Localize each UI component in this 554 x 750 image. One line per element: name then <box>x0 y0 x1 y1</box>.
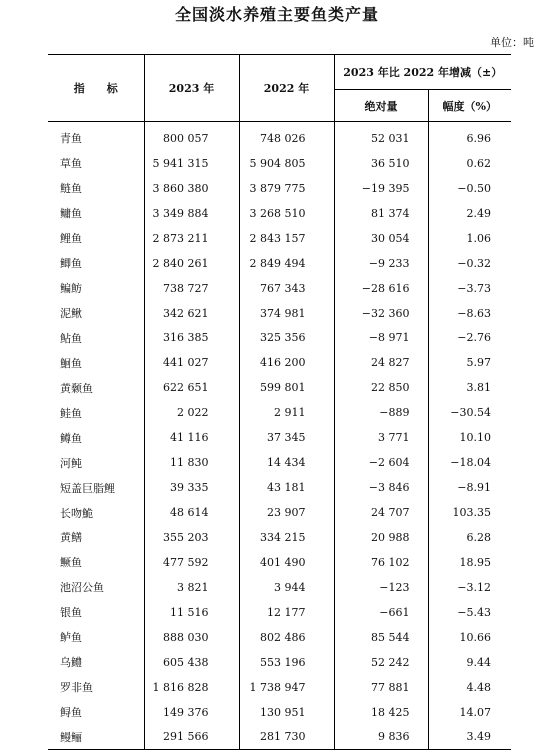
row-value-2023: 888 030 <box>144 625 239 650</box>
row-value-2022: 401 490 <box>239 550 334 575</box>
row-absolute-change: 30 054 <box>334 226 428 251</box>
row-percent-change: 10.10 <box>428 425 511 450</box>
row-absolute-change: 36 510 <box>334 151 428 176</box>
header-percent: 幅度（%） <box>428 90 511 122</box>
row-name: 鲑鱼 <box>60 406 82 420</box>
row-absolute-change: 22 850 <box>334 375 428 400</box>
row-value-2023: 477 592 <box>144 550 239 575</box>
table-row <box>48 226 511 251</box>
table-row <box>48 425 511 450</box>
row-percent-change: −3.12 <box>428 575 511 600</box>
row-value-2023: 441 027 <box>144 350 239 375</box>
row-value-2023: 800 057 <box>144 122 239 151</box>
row-absolute-change: 18 425 <box>334 700 428 725</box>
row-name: 池沼公鱼 <box>60 581 104 595</box>
row-value-2022: 599 801 <box>239 375 334 400</box>
fish-production-table <box>48 54 511 750</box>
row-value-2022: 767 343 <box>239 276 334 301</box>
row-absolute-change: 20 988 <box>334 525 428 550</box>
row-percent-change: −5.43 <box>428 600 511 625</box>
row-name: 鳜鱼 <box>60 556 82 570</box>
row-value-2022: 43 181 <box>239 475 334 500</box>
table-row <box>48 500 511 525</box>
row-name: 鳟鱼 <box>60 431 82 445</box>
row-absolute-change: −32 360 <box>334 301 428 326</box>
table-row <box>48 151 511 176</box>
row-percent-change: −8.91 <box>428 475 511 500</box>
row-percent-change: 2.49 <box>428 201 511 226</box>
header-absolute: 绝对量 <box>334 90 428 122</box>
row-value-2023: 1 816 828 <box>144 675 239 700</box>
row-absolute-change: 24 827 <box>334 350 428 375</box>
row-value-2022: 374 981 <box>239 301 334 326</box>
row-percent-change: 9.44 <box>428 650 511 675</box>
table-row <box>48 725 511 750</box>
row-absolute-change: 9 836 <box>334 725 428 750</box>
row-value-2022: 802 486 <box>239 625 334 650</box>
row-absolute-change: −661 <box>334 600 428 625</box>
row-value-2023: 342 621 <box>144 301 239 326</box>
row-value-2023: 3 349 884 <box>144 201 239 226</box>
unit-label: 单位：吨 <box>490 36 534 49</box>
row-value-2023: 5 941 315 <box>144 151 239 176</box>
row-name: 黄颡鱼 <box>60 381 93 395</box>
row-percent-change: −30.54 <box>428 400 511 425</box>
row-percent-change: −2.76 <box>428 326 511 351</box>
row-percent-change: −0.50 <box>428 176 511 201</box>
row-absolute-change: −123 <box>334 575 428 600</box>
row-name: 鮰鱼 <box>60 356 82 370</box>
row-absolute-change: 85 544 <box>334 625 428 650</box>
row-percent-change: −0.32 <box>428 251 511 276</box>
table-row <box>48 450 511 475</box>
row-percent-change: 14.07 <box>428 700 511 725</box>
row-percent-change: −18.04 <box>428 450 511 475</box>
row-value-2023: 291 566 <box>144 725 239 750</box>
row-absolute-change: −889 <box>334 400 428 425</box>
row-value-2023: 2 840 261 <box>144 251 239 276</box>
row-name: 鲟鱼 <box>60 706 82 720</box>
row-percent-change: −8.63 <box>428 301 511 326</box>
row-percent-change: 5.97 <box>428 350 511 375</box>
row-value-2023: 622 651 <box>144 375 239 400</box>
row-value-2023: 2 022 <box>144 400 239 425</box>
row-absolute-change: −8 971 <box>334 326 428 351</box>
row-name: 银鱼 <box>60 606 82 620</box>
row-value-2022: 23 907 <box>239 500 334 525</box>
row-name: 罗非鱼 <box>60 681 93 695</box>
row-name: 鲈鱼 <box>60 631 82 645</box>
row-value-2023: 2 873 211 <box>144 226 239 251</box>
table-row <box>48 575 511 600</box>
table-row <box>48 176 511 201</box>
row-value-2023: 355 203 <box>144 525 239 550</box>
row-absolute-change: 77 881 <box>334 675 428 700</box>
row-value-2022: 416 200 <box>239 350 334 375</box>
row-value-2022: 553 196 <box>239 650 334 675</box>
row-value-2022: 3 268 510 <box>239 201 334 226</box>
row-absolute-change: 24 707 <box>334 500 428 525</box>
table-row <box>48 350 511 375</box>
row-percent-change: −3.73 <box>428 276 511 301</box>
row-name: 鲤鱼 <box>60 232 82 246</box>
row-value-2023: 605 438 <box>144 650 239 675</box>
row-name: 鳗鲡 <box>48 725 144 750</box>
table-row <box>48 700 511 725</box>
row-name: 泥鳅 <box>60 307 82 321</box>
row-absolute-change: −9 233 <box>334 251 428 276</box>
row-value-2022: 2 849 494 <box>239 251 334 276</box>
row-value-2022: 3 879 775 <box>239 176 334 201</box>
row-value-2022: 130 951 <box>239 700 334 725</box>
row-name: 短盖巨脂鲤 <box>60 481 115 495</box>
page-title: 全国淡水养殖主要鱼类产量 <box>174 5 379 24</box>
row-absolute-change: −19 395 <box>334 176 428 201</box>
row-value-2023: 149 376 <box>144 700 239 725</box>
row-percent-change: 18.95 <box>428 550 511 575</box>
row-name: 鲫鱼 <box>60 257 82 271</box>
table-row <box>48 375 511 400</box>
row-name: 鳊鲂 <box>60 282 82 296</box>
table-row <box>48 675 511 700</box>
row-absolute-change: 81 374 <box>334 201 428 226</box>
row-absolute-change: 52 242 <box>334 650 428 675</box>
row-absolute-change: −3 846 <box>334 475 428 500</box>
table-row <box>48 326 511 351</box>
table-row <box>48 525 511 550</box>
row-name: 鲢鱼 <box>60 182 82 196</box>
row-value-2022: 325 356 <box>239 326 334 351</box>
row-value-2022: 14 434 <box>239 450 334 475</box>
table-row <box>48 400 511 425</box>
row-name: 长吻鮠 <box>60 506 93 520</box>
row-value-2022: 12 177 <box>239 600 334 625</box>
row-name: 黄鳝 <box>60 531 82 545</box>
row-value-2023: 39 335 <box>144 475 239 500</box>
table-row <box>48 122 511 151</box>
row-value-2022: 5 904 805 <box>239 151 334 176</box>
row-percent-change: 1.06 <box>428 226 511 251</box>
row-name: 草鱼 <box>60 157 82 171</box>
table-row <box>48 550 511 575</box>
row-value-2023: 3 821 <box>144 575 239 600</box>
row-value-2022: 2 843 157 <box>239 226 334 251</box>
header-2022: 2022 年 <box>239 55 334 122</box>
row-value-2022: 281 730 <box>239 725 334 750</box>
row-value-2023: 738 727 <box>144 276 239 301</box>
header-indicator: 指 标 <box>48 55 144 122</box>
row-value-2022: 1 738 947 <box>239 675 334 700</box>
table-row <box>48 251 511 276</box>
row-name: 乌鳢 <box>60 656 82 670</box>
table-row <box>48 650 511 675</box>
row-percent-change: 6.96 <box>428 122 511 151</box>
row-absolute-change: −2 604 <box>334 450 428 475</box>
row-name: 鲇鱼 <box>60 331 82 345</box>
row-percent-change: 103.35 <box>428 500 511 525</box>
row-value-2023: 41 116 <box>144 425 239 450</box>
row-percent-change: 3.49 <box>428 725 511 750</box>
row-value-2023: 316 385 <box>144 326 239 351</box>
row-value-2022: 748 026 <box>239 122 334 151</box>
table-row <box>48 276 511 301</box>
row-name: 鳙鱼 <box>60 207 82 221</box>
row-value-2022: 2 911 <box>239 400 334 425</box>
row-value-2023: 11 830 <box>144 450 239 475</box>
row-percent-change: 4.48 <box>428 675 511 700</box>
row-absolute-change: 76 102 <box>334 550 428 575</box>
row-value-2022: 37 345 <box>239 425 334 450</box>
table-row <box>48 201 511 226</box>
header-change-group: 2023 年比 2022 年增减（±） <box>334 55 511 90</box>
row-value-2022: 334 215 <box>239 525 334 550</box>
row-absolute-change: 3 771 <box>334 425 428 450</box>
table-row <box>48 475 511 500</box>
row-percent-change: 6.28 <box>428 525 511 550</box>
row-percent-change: 3.81 <box>428 375 511 400</box>
row-value-2022: 3 944 <box>239 575 334 600</box>
row-value-2023: 48 614 <box>144 500 239 525</box>
table-row <box>48 625 511 650</box>
row-name: 河鲀 <box>60 456 82 470</box>
row-value-2023: 11 516 <box>144 600 239 625</box>
row-absolute-change: 52 031 <box>334 122 428 151</box>
row-name: 青鱼 <box>60 132 82 146</box>
row-percent-change: 0.62 <box>428 151 511 176</box>
row-percent-change: 10.66 <box>428 625 511 650</box>
table-row <box>48 600 511 625</box>
header-2023: 2023 年 <box>144 55 239 122</box>
table-row <box>48 301 511 326</box>
row-absolute-change: −28 616 <box>334 276 428 301</box>
row-value-2023: 3 860 380 <box>144 176 239 201</box>
